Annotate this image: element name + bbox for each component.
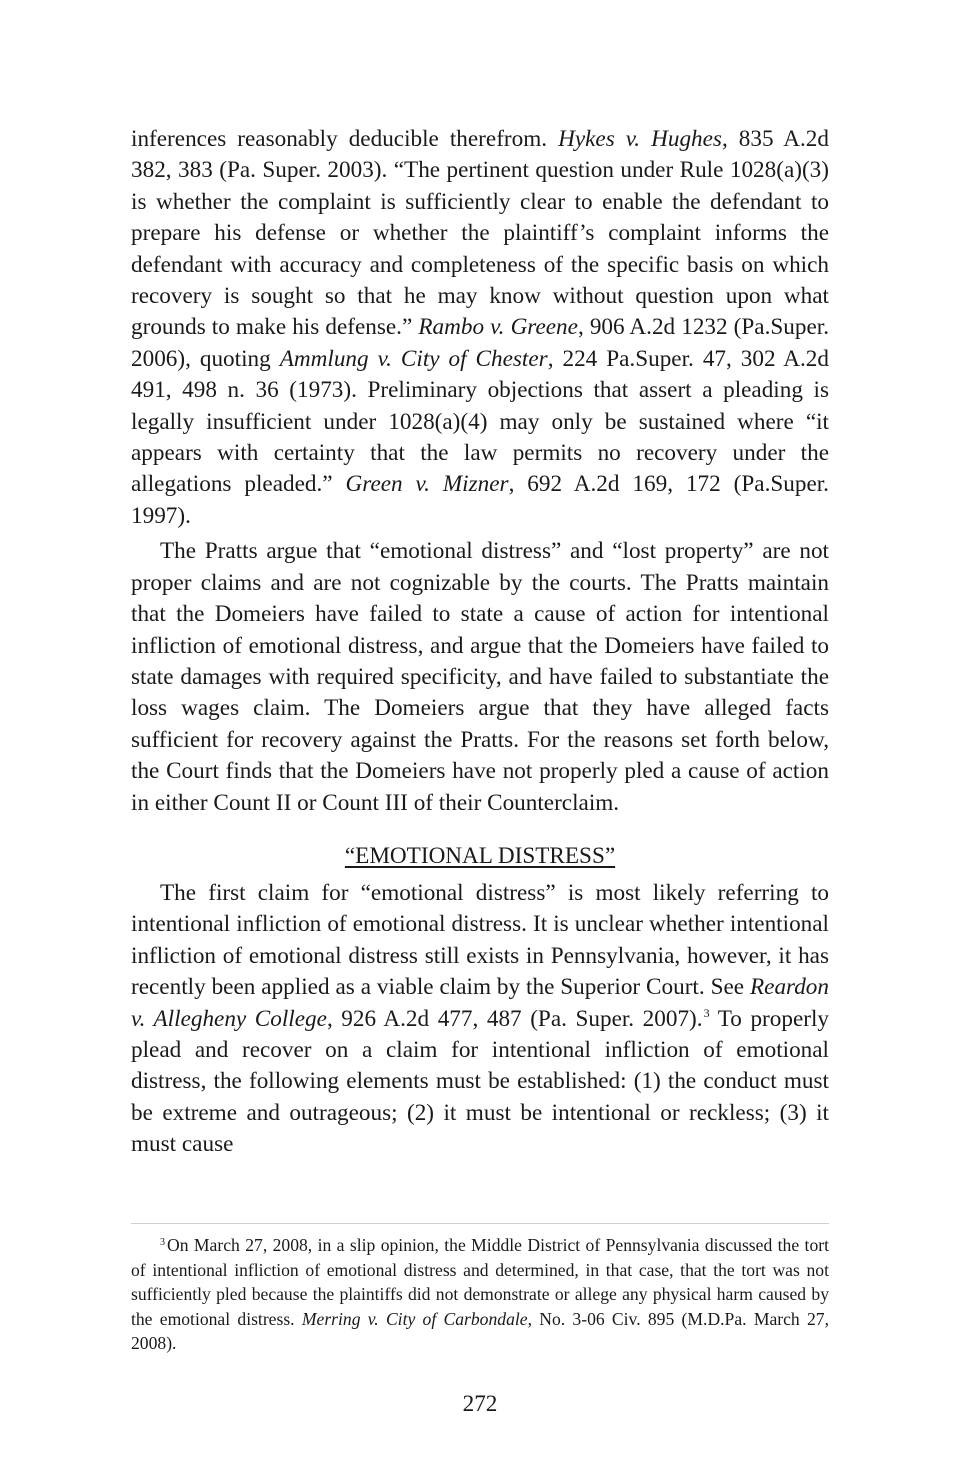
case-citation: Merring v. City of Carbondale: [301, 1308, 528, 1329]
case-citation: Hykes v. Hughes: [558, 126, 722, 152]
text-run: , 835 A.2d 382, 383 (Pa. Super. 2003). “The pertinent question under Rule 1028(a)(3) is whether the complaint is sufficiently clear to enable the defendant to prepare his defense or whether the plaintiff’s complaint informs the defendant with accuracy and completeness of the specific basis on which recovery is sought so that he may know without question upon what grounds to make his defense.”: [131, 126, 829, 341]
text-run: The first claim for “emotional distress” is most likely referring to intentional infliction of emotional distress. It is unclear whether intentional infliction of emotional distress still exists in Pennsylvania, however, it has recently been applied as a viable claim by the Superior Court. See: [131, 879, 829, 1001]
paragraph-continuation: [131, 124, 829, 532]
paragraph-emotional-distress: [131, 878, 829, 1161]
case-citation: Green v. Mizner: [345, 471, 509, 498]
text-run: To properly plead and recover on a claim for intentional infliction of emotional distress, the following elements must be established: (1) the conduct must be extreme and outrageous; (2) it must be intentional or reckless; (3) it must cause: [131, 1005, 829, 1158]
text-run: , 906 A.2d 1232 (Pa.Super. 2006), quoting: [131, 314, 830, 372]
text-run: , 926 A.2d 477, 487 (Pa. Super. 2007).: [326, 1005, 703, 1032]
case-citation: Reardon v. Allegheny College: [131, 974, 829, 1032]
text-run: inferences reasonably deducible therefrom.: [131, 126, 559, 152]
page-body: [131, 124, 829, 1161]
text-run: The Pratts argue that “emotional distress” and “lost property” are not proper claims and are not cognizable by the courts. The Pratts maintain that the Domeiers have failed to state a cause of action for intentional infliction of emotional distress, and argue that the Domeiers have failed to state damages with required specificity, and have failed to substantiate the loss wages claim. The Domeiers argue that they have alleged facts sufficient for recovery against the Pratts. For the reasons set forth below, the Court finds that the Domeiers have not properly pled a cause of action in either Count II or Count III of their Counterclaim.: [131, 538, 829, 816]
section-heading-text: “EMOTIONAL DISTRESS”: [344, 842, 616, 869]
case-citation: Ammlung v. City of Chester: [279, 345, 548, 372]
text-run: , 692 A.2d 169, 172 (Pa.Super. 1997).: [131, 471, 829, 529]
text-run: , 224 Pa.Super. 47, 302 A.2d 491, 498 n. 36 (1973). Preliminary objections that assert a pleading is legally insufficient under 1028(a)(4) may only be sustained where “it appears with certainty that the law permits no recovery under the allegations pleaded.”: [131, 345, 829, 498]
case-citation: Rambo v. Greene: [418, 314, 578, 341]
text-run: On March 27, 2008, in a slip opinion, the Middle District of Pennsylvania discussed the tort of intentional infliction of emotional distress and determined, in that case, that the tort was not sufficiently pled because the plaintiffs did not demonstrate or allege any physical harm caused by the emotional distress.: [131, 1235, 829, 1329]
section-heading: [131, 841, 829, 872]
footnote-marker: 3: [160, 1237, 165, 1248]
page-number: 272: [462, 1391, 498, 1417]
footnote: [131, 1233, 829, 1356]
footnote-reference[interactable]: 3: [703, 1005, 710, 1020]
paragraph-pratts-argument: [131, 536, 829, 819]
text-run: , No. 3-06 Civ. 895 (M.D.Pa. March 27, 2008).: [131, 1308, 829, 1354]
footnote-divider: [131, 1223, 829, 1224]
